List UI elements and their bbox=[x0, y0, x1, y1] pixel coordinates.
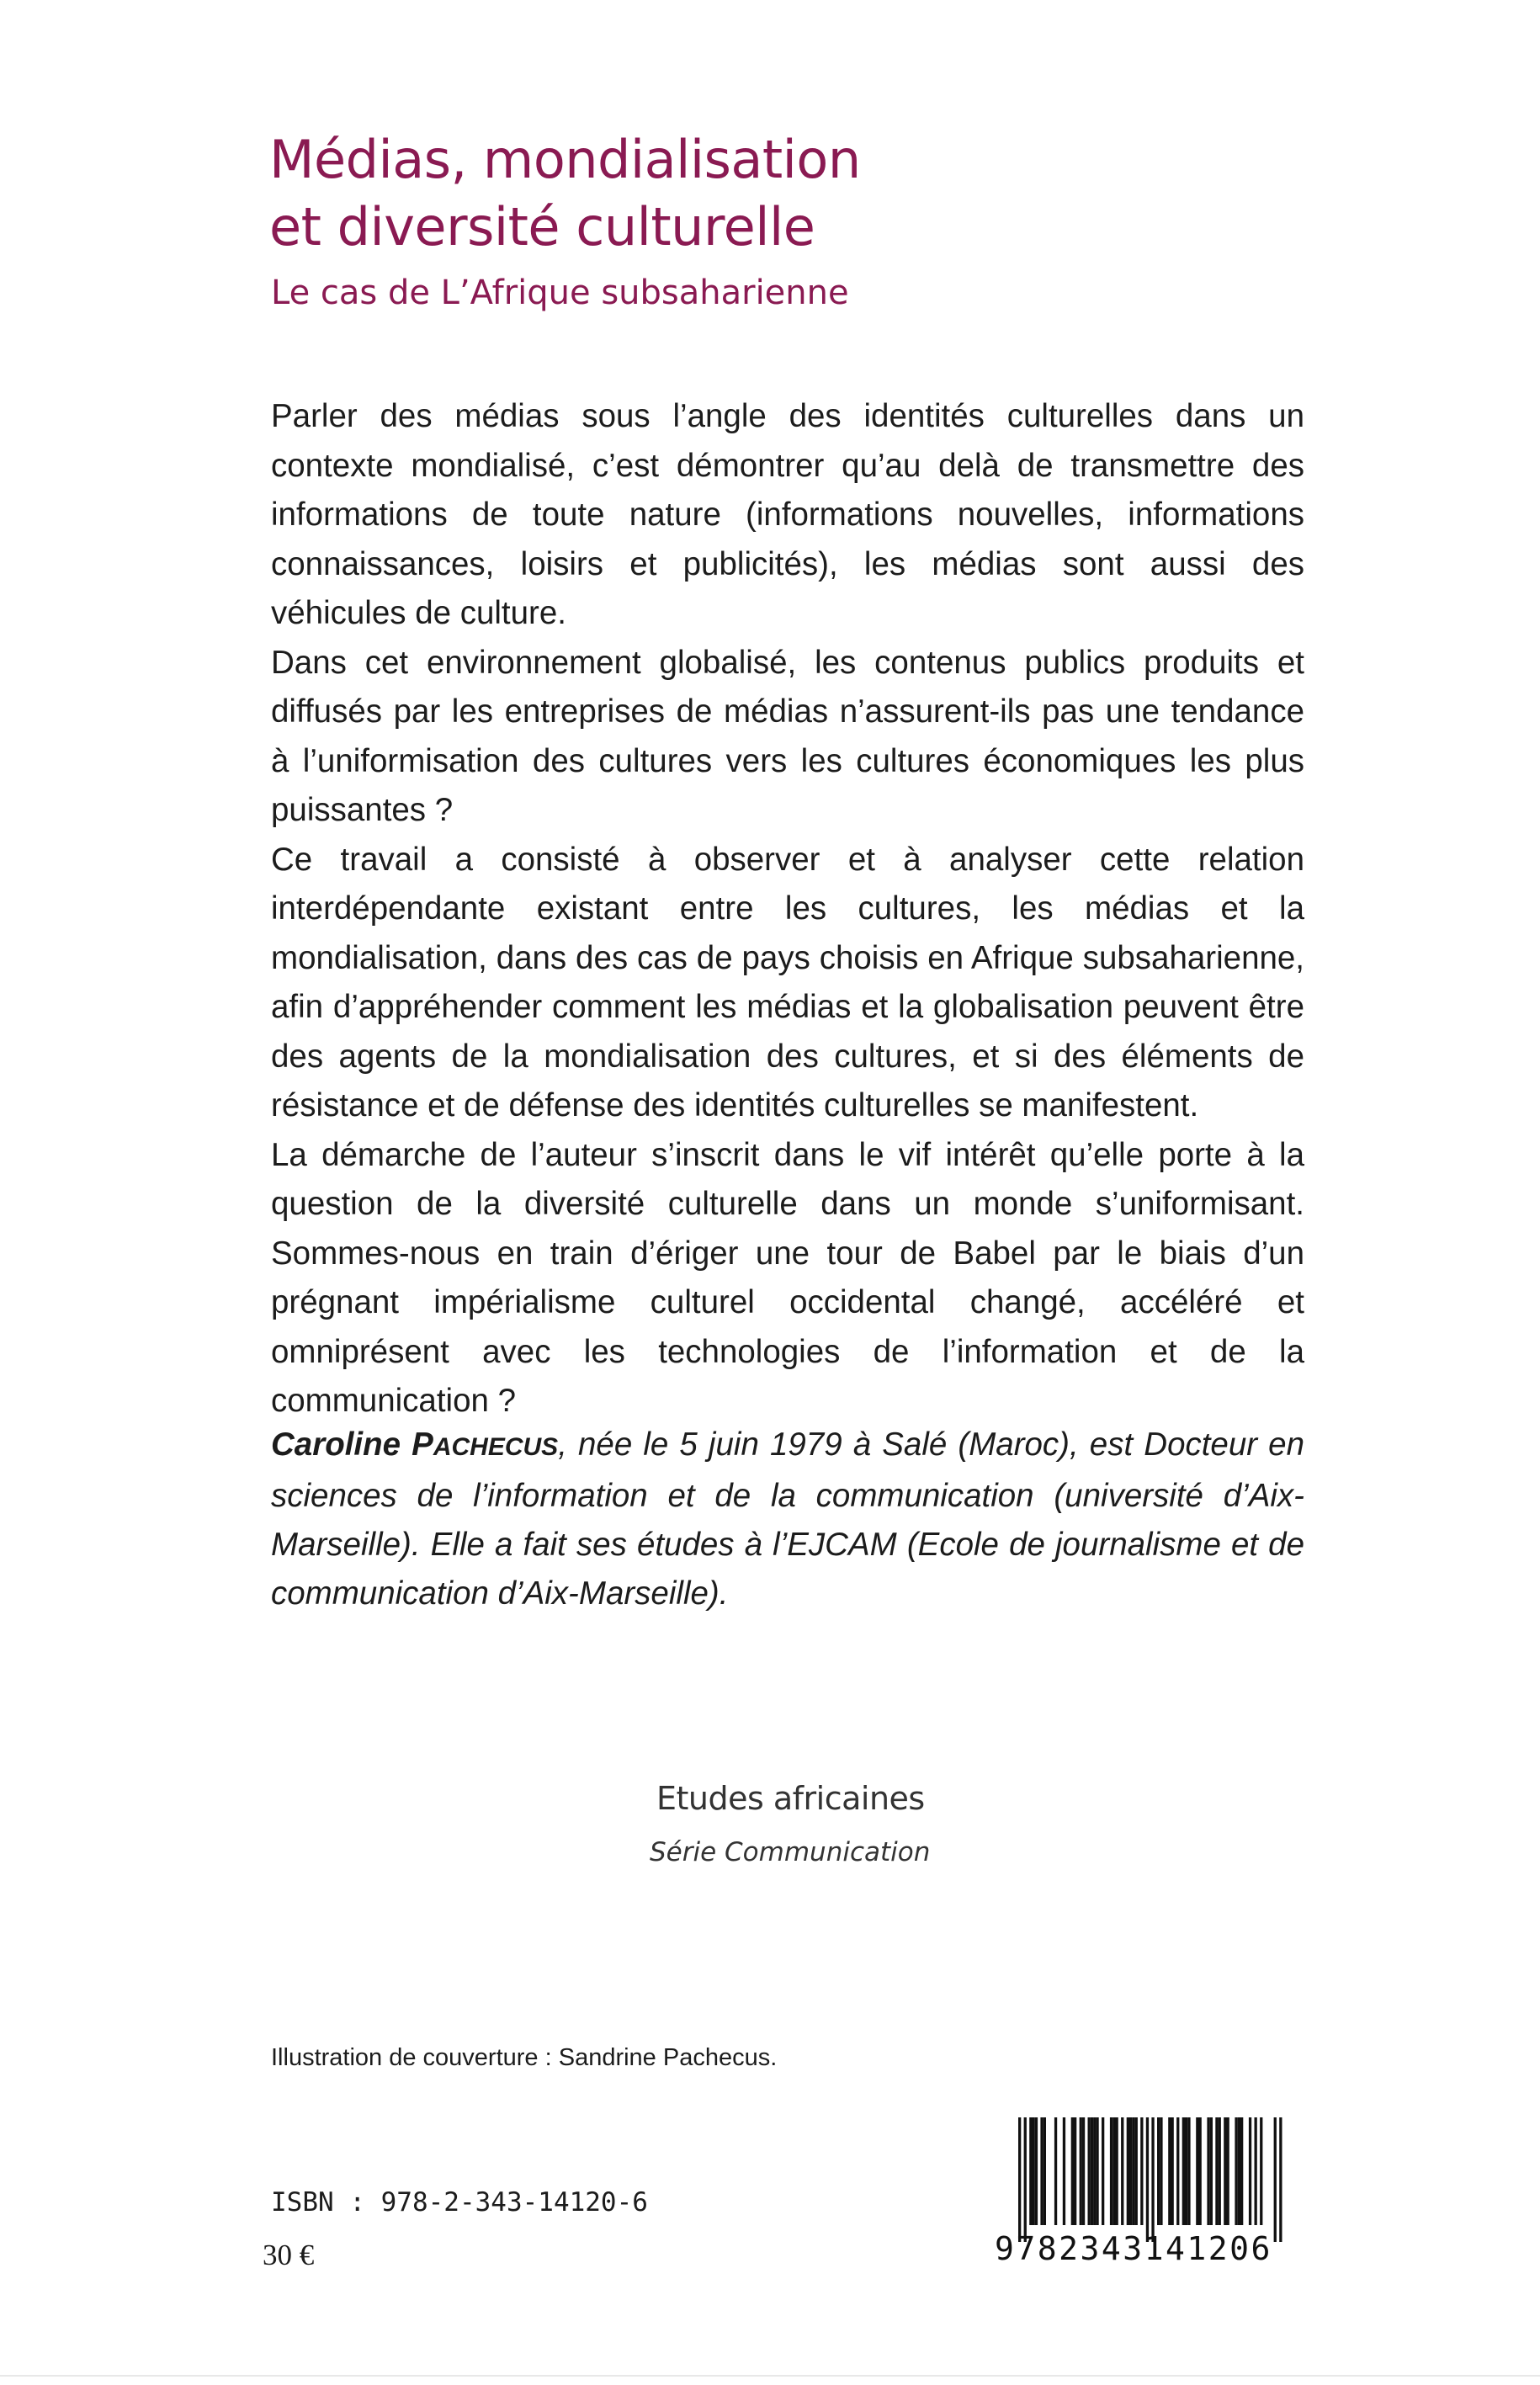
book-subtitle: Le cas de L’Afrique subsaharienne bbox=[271, 274, 849, 312]
barcode-bar bbox=[1033, 2117, 1035, 2225]
barcode-bar bbox=[1088, 2117, 1091, 2225]
barcode-bar bbox=[1227, 2117, 1229, 2225]
barcode-bar bbox=[1113, 2117, 1115, 2225]
barcode-bar bbox=[1235, 2117, 1237, 2225]
barcode-bar bbox=[1071, 2117, 1074, 2225]
barcode-bar bbox=[1096, 2117, 1098, 2225]
barcode-bar bbox=[1074, 2117, 1076, 2225]
divider bbox=[0, 2375, 1540, 2377]
cover-credit: Illustration de couverture : Sandrine Pachecus. bbox=[271, 2044, 778, 2071]
barcode-bar bbox=[1127, 2117, 1129, 2225]
barcode-bar bbox=[1182, 2117, 1185, 2225]
author-name bbox=[271, 1426, 558, 1463]
summary-paragraph: La démarche de l’auteur s’inscrit dans le vif intérêt qu’elle porte à la question de la diversité culturelle dans un monde s’uniformisant. Sommes-nous en train d’ériger une tour de Babel par le biais d’un prégnant impérialisme culturel occidental changé, accéléré et omniprésent avec les technologies de l’information et de la communication ? bbox=[271, 1136, 1304, 1419]
barcode-bar bbox=[1260, 2117, 1262, 2225]
barcode-bar bbox=[1199, 2117, 1202, 2225]
barcode-bar bbox=[1249, 2117, 1251, 2225]
barcode-bar bbox=[1093, 2117, 1096, 2225]
barcode-bar bbox=[1255, 2117, 1257, 2225]
barcode-bar bbox=[1171, 2117, 1174, 2225]
barcode-bar bbox=[1110, 2117, 1113, 2225]
barcode-bar bbox=[1207, 2117, 1209, 2225]
barcode-guard-bar bbox=[1274, 2117, 1277, 2242]
barcode-bar bbox=[1043, 2117, 1046, 2225]
barcode-bar bbox=[1176, 2117, 1179, 2225]
barcode-guard-bar bbox=[1279, 2117, 1282, 2242]
barcode-bar bbox=[1168, 2117, 1171, 2225]
barcode-bar bbox=[1219, 2117, 1221, 2225]
barcode-digits: 9782343141206 bbox=[995, 2230, 1272, 2267]
barcode-bar bbox=[1240, 2117, 1243, 2225]
barcode-guard-bar bbox=[1024, 2117, 1027, 2242]
barcode-bar bbox=[1160, 2117, 1162, 2225]
barcode-bar bbox=[1054, 2117, 1057, 2225]
barcode-bar bbox=[1035, 2117, 1038, 2225]
author-last-initial: P bbox=[412, 1426, 433, 1463]
barcode-bar bbox=[1215, 2117, 1218, 2225]
barcode-bar bbox=[1029, 2117, 1032, 2225]
author-bio bbox=[271, 1421, 1304, 1618]
barcode-bar bbox=[1224, 2117, 1226, 2225]
barcode-bar bbox=[1116, 2117, 1118, 2225]
title-line-2: et diversité culturelle bbox=[269, 196, 815, 258]
author-last-rest: ACHECUS bbox=[433, 1433, 559, 1461]
summary-paragraph: Dans cet environnement globalisé, les contenus publics produits et diffusés par les entreprises de médias n’assurent-ils pas une tendance à l’uniformisation des cultures vers les cultures économiques les plus puissantes ? bbox=[271, 644, 1304, 828]
barcode-bar bbox=[1091, 2117, 1093, 2225]
barcode-bar bbox=[1063, 2117, 1065, 2225]
barcode-bar bbox=[1185, 2117, 1187, 2225]
barcode-guard-bar bbox=[1018, 2117, 1021, 2242]
summary-paragraph: Parler des médias sous l’angle des identités culturelles dans un contexte mondialisé, c’est démontrer qu’au delà de transmettre des informations de toute nature (informations nouvelles, informations connaissances, loisirs et publicités), les médias sont aussi des véhicules de culture. bbox=[271, 398, 1304, 631]
title-line-1: Médias, mondialisation bbox=[269, 129, 861, 190]
barcode-bar bbox=[1040, 2117, 1043, 2225]
author-first-name: Caroline bbox=[271, 1426, 401, 1463]
barcode-bar bbox=[1129, 2117, 1132, 2225]
barcode-bar bbox=[1080, 2117, 1082, 2225]
author-bio-text: , née le 5 juin 1979 à Salé (Maroc), est Docteur en sciences de l’information et de la communication (université d’Aix-Marseille). Elle a fait ses études à l’EJCAM (Ecole de journalisme et de communication d’Aix-Marseille). bbox=[271, 1426, 1304, 1612]
barcode-guard-bar bbox=[1151, 2117, 1154, 2242]
barcode-bar bbox=[1082, 2117, 1085, 2225]
barcode-bar bbox=[1132, 2117, 1134, 2225]
price: 30 € bbox=[263, 2239, 315, 2271]
barcode-bar bbox=[1210, 2117, 1213, 2225]
barcode-bar bbox=[1157, 2117, 1160, 2225]
series-name: Etudes africaines bbox=[656, 1780, 925, 1817]
subseries-name: Série Communication bbox=[650, 1837, 931, 1867]
book-title bbox=[269, 126, 1363, 261]
barcode-bar bbox=[1102, 2117, 1104, 2225]
barcode-bar bbox=[1196, 2117, 1198, 2225]
barcode-guard-bar bbox=[1146, 2117, 1149, 2242]
barcode-bar bbox=[1238, 2117, 1240, 2225]
barcode-bar bbox=[1140, 2117, 1143, 2225]
barcode-bar bbox=[1187, 2117, 1190, 2225]
barcode-bar bbox=[1121, 2117, 1123, 2225]
barcode-bar bbox=[1135, 2117, 1138, 2225]
summary-text bbox=[271, 392, 1304, 1426]
summary-paragraph: Ce travail a consisté à observer et à analyser cette relation interdépendante existant entre les cultures, les médias et la mondialisation, dans des cas de pays choisis en Afrique subsaharienne, afin d’appréhender comment les médias et la globalisation peuvent être des agents de la mondialisation des cultures, et si des éléments de résistance et de défense des identités culturelles se manifestent. bbox=[271, 841, 1304, 1123]
isbn: ISBN : 978-2-343-14120-6 bbox=[271, 2187, 648, 2218]
